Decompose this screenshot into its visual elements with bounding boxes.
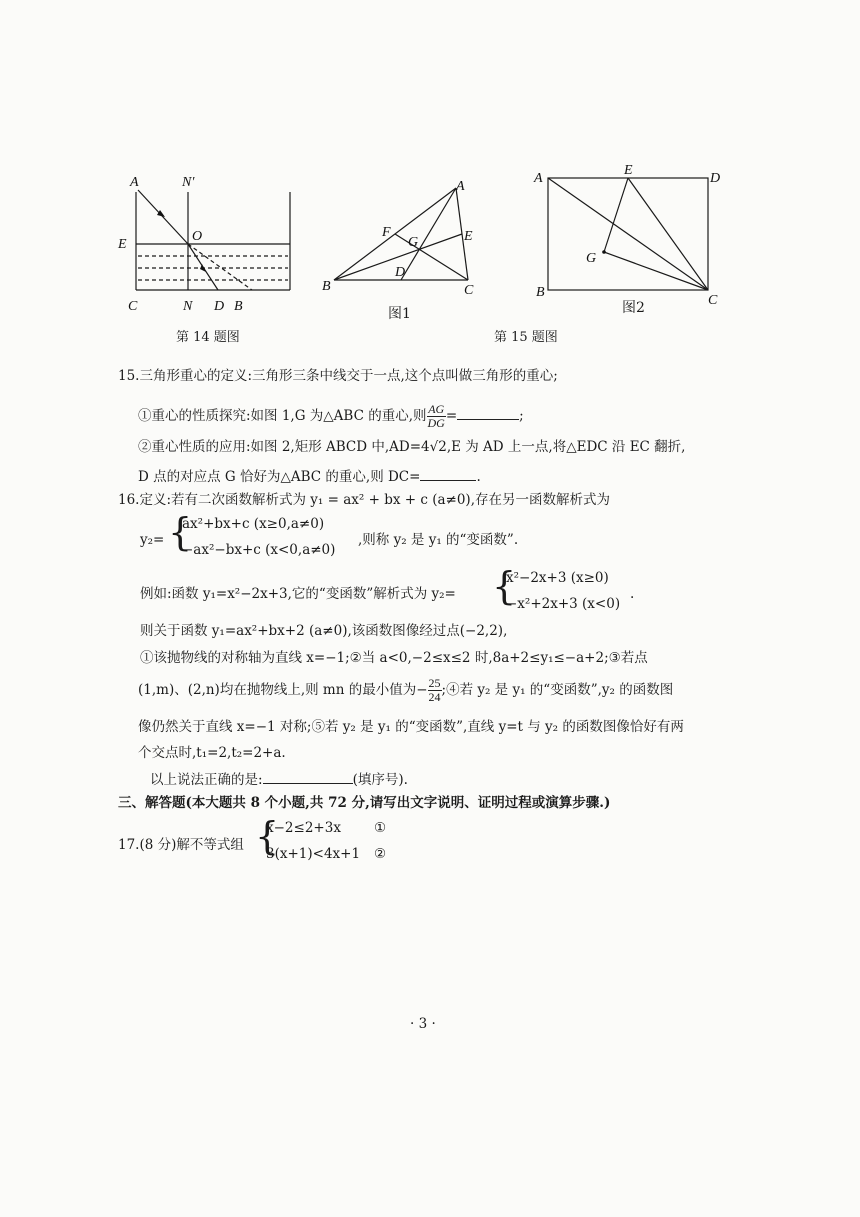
label-G: G: [408, 235, 419, 250]
q16-example-end: .: [630, 586, 635, 602]
q16-line5: ①该抛物线的对称轴为直线 x=−1;②当 a<0,−2≤x≤2 时,8a+2≤y₁≤−a+2;③若点: [140, 650, 648, 666]
q17-inequality-2: 3(x+1)<4x+1: [266, 846, 361, 862]
label-E: E: [118, 237, 127, 252]
label-G: G: [586, 251, 597, 266]
q17-mark-2: ②: [374, 846, 387, 862]
q16-example-case1: x²−2x+3 (x≥0): [506, 570, 609, 586]
q15-part2-line2: [138, 466, 481, 487]
fraction-denominator: DG: [427, 416, 445, 430]
brace-icon: {: [492, 564, 517, 608]
label-F: F: [382, 225, 391, 240]
q16-case1: ax²+bx+c (x≥0,a≠0): [182, 516, 325, 532]
label-A: A: [130, 175, 139, 190]
label-E: E: [464, 229, 473, 244]
fraction-denominator: 24: [428, 690, 441, 704]
label-N: N: [183, 299, 193, 314]
q16-line6: [138, 672, 673, 708]
q16-line2-post: ,则称 y₂ 是 y₁ 的“变函数”.: [358, 532, 519, 548]
q15-part1: [138, 398, 524, 434]
q16-line4: 则关于函数 y₁=ax²+bx+2 (a≠0),该函数图像经过点(−2,2),: [140, 623, 508, 639]
answer-blank-q15-1[interactable]: [457, 405, 519, 420]
label-B: B: [234, 299, 243, 314]
q15-part1-end: ;: [519, 408, 524, 424]
q16-line1: 16.定义:若有二次函数解析式为 y₁ = ax² + bx + c (a≠0),存在另一函数解析式为: [118, 492, 610, 508]
fraction-numerator: 25: [428, 676, 441, 690]
brace-icon: {: [255, 814, 280, 858]
label-A: A: [456, 179, 465, 194]
q15-part2-text: D 点的对应点 G 恰好为△ABC 的重心,则 DC=: [138, 469, 421, 485]
label-O: O: [192, 229, 203, 244]
q16-example-case2: −x²+2x+3 (x<0): [506, 596, 621, 612]
label-D: D: [710, 171, 721, 186]
section-3-heading: 三、解答题(本大题共 8 个小题,共 72 分,请写出文字说明、证明过程或演算步骤.): [118, 795, 611, 811]
q15-part2-line1: ②重心性质的应用:如图 2,矩形 ABCD 中,AD=4√2,E 为 AD 上一点,将△EDC 沿 EC 翻折,: [138, 439, 686, 455]
equals-sign: =: [445, 408, 458, 424]
fraction-25-24: [428, 677, 442, 704]
q16-line9-text: 以上说法正确的是:: [150, 772, 263, 788]
q16-line7: 像仍然关于直线 x=−1 对称;⑤若 y₂ 是 y₁ 的“变函数”,直线 y=t 与 y₂ 的函数图像恰好有两: [138, 719, 684, 735]
q16-example: 例如:函数 y₁=x²−2x+3,它的“变函数”解析式为 y₂=: [140, 586, 456, 602]
fraction-AG-DG: [427, 403, 446, 430]
label-A: A: [534, 171, 543, 186]
answer-blank-q15-2[interactable]: [420, 466, 476, 481]
q15-part2-end: .: [476, 469, 481, 485]
label-C: C: [128, 299, 138, 314]
caption-fig15: 第 15 题图: [494, 330, 558, 345]
fraction-numerator: AG: [428, 402, 445, 416]
page-number: · 3 ·: [410, 1016, 436, 1032]
label-C: C: [464, 283, 474, 298]
caption-fig1: 图1: [388, 306, 411, 322]
q16-case2: −ax²−bx+c (x<0,a≠0): [182, 542, 336, 558]
label-C: C: [708, 293, 718, 308]
label-N-prime: N′: [182, 175, 195, 190]
q16-line9: [150, 769, 408, 790]
q16-line6-post: ;④若 y₂ 是 y₁ 的“变函数”,y₂ 的函数图: [441, 682, 674, 698]
q17-mark-1: ①: [374, 820, 387, 836]
q16-lhs: y₂=: [140, 532, 165, 548]
label-D: D: [214, 299, 225, 314]
q17-inequality-1: x−2≤2+3x: [266, 820, 341, 836]
label-B: B: [536, 285, 545, 300]
figure-14: [110, 170, 310, 320]
brace-icon: {: [168, 510, 193, 554]
q16-line6-text: (1,m)、(2,n)均在抛物线上,则 mn 的最小值为−: [138, 682, 428, 698]
q16-line8: 个交点时,t₁=2,t₂=2+a.: [138, 745, 286, 761]
q16-line9-post: (填序号).: [352, 772, 408, 788]
q17-label: 17.(8 分)解不等式组: [118, 837, 244, 853]
q15-heading: 15.三角形重心的定义:三角形三条中线交于一点,这个点叫做三角形的重心;: [118, 368, 558, 384]
label-E: E: [624, 163, 633, 178]
caption-fig14: 第 14 题图: [176, 330, 240, 345]
label-D: D: [395, 265, 406, 280]
figure-15-2: [530, 160, 735, 310]
answer-blank-q16[interactable]: [263, 769, 353, 784]
label-B: B: [322, 279, 331, 294]
caption-fig2: 图2: [622, 300, 645, 316]
figure-15-1: [318, 178, 488, 298]
q15-part1-text: ①重心的性质探究:如图 1,G 为△ABC 的重心,则: [138, 408, 427, 424]
